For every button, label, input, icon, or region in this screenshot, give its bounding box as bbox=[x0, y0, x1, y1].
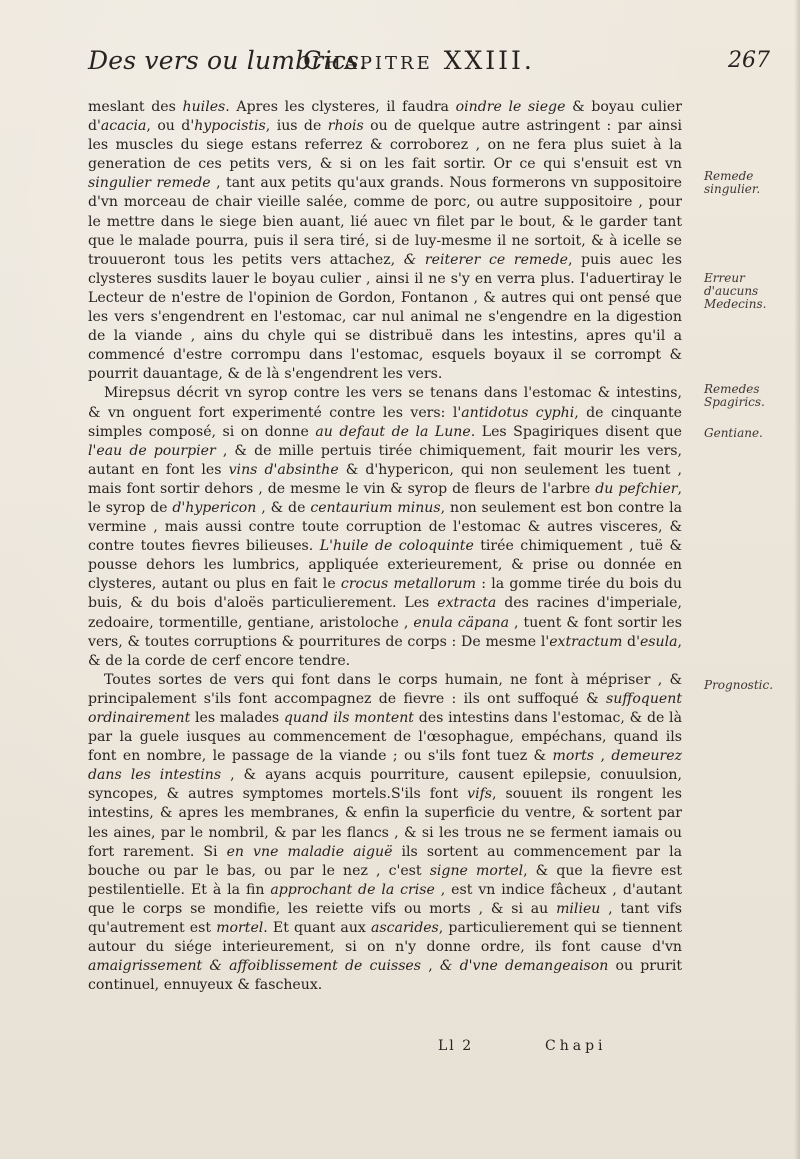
italic-run: milieu bbox=[556, 900, 601, 917]
italic-run: extracta bbox=[437, 595, 497, 612]
italic-run: oindre le siege bbox=[455, 99, 566, 115]
running-head bbox=[88, 40, 770, 80]
text-run: . Et quant aux bbox=[263, 920, 372, 937]
italic-run: approchant de la crise bbox=[270, 881, 435, 898]
italic-run: ascarides bbox=[371, 920, 439, 937]
text-run: , & de la corde de cerf encore tendre. bbox=[88, 633, 683, 669]
text-run: , souuent ils rongent les intestins, & apres les membranes, & enfin la superficie du ventre, & sortent par les aines, par le nombril, & par les flancs , & si les trous ne se ferment iamais ou fort rarement. Si bbox=[88, 786, 682, 860]
italic-run: & d'vne demangeaison bbox=[439, 958, 609, 975]
text-run: ou prurit continuel, ennuyeux & fascheux. bbox=[88, 958, 682, 994]
italic-run: l'eau de pourpier bbox=[88, 442, 216, 459]
text-run: , non seulement est bon contre la vermine , mais aussi contre toute corruption de l'estomac & autres visceres, & contre toutes fievres bilieuses. bbox=[88, 499, 682, 555]
italic-run: centaurium minus bbox=[310, 499, 441, 516]
text-run: & d'hypericon, qui non seulement les tuent , mais font sortir dehors , de mesme le vin & syrop de fleurs de l'arbre bbox=[88, 461, 682, 497]
text-run: , tuent & font sortir les vers, & toutes corruptions & pourritures de corps : De mesme l' bbox=[88, 614, 682, 650]
text-run: Toutes sortes de vers qui font dans le corps humain, ne font à mépriser , & principalement s'ils font accompagnez de fievre : ils ont suffoqué & bbox=[88, 671, 682, 707]
italic-run: singulier remede bbox=[88, 175, 211, 192]
italic-run: demeurez dans les intestins bbox=[88, 748, 682, 784]
page-footer bbox=[0, 1038, 800, 1068]
text-run: meslant des bbox=[88, 99, 183, 115]
text-run: tirée chimiquement , tuë & pousse dehors les lumbrics, appliquée exterieurement, & prise ou donnée en clysteres, autant ou plus en fait le bbox=[88, 538, 682, 593]
italic-run: enula cäpana bbox=[413, 614, 509, 631]
italic-run: au defaut de la Lune bbox=[315, 423, 471, 440]
text-run: , de cinquante simples composé, si on donne bbox=[88, 404, 683, 440]
italic-run: quand ils montent bbox=[283, 710, 414, 726]
italic-run: amaigrissement & affoiblissement de cuisses bbox=[88, 958, 422, 975]
text-run: ils sortent au commencement par la bouche ou par le bas, ou par le nez , c'est bbox=[88, 843, 682, 879]
text-run: , bbox=[421, 958, 440, 975]
text-run: : la gomme tirée du bois du buis, & du bois d'aloës particulierement. Les bbox=[88, 576, 683, 612]
text-run: , tant aux petits qu'aux grands. Nous formerons vn suppositoire d'vn morceau de chair vieille salée, comme de porc, ou autre suppositoire , pour le mettre dans le siege bien auant, lié auec vn filet par le bout, & le garder tant que le malade pourra, puis il sera tiré, si de luy-mesme il ne sortoit, & à icelle se trouueront tous les petits vers attachez, bbox=[88, 175, 682, 268]
page-edge-shadow bbox=[794, 0, 800, 1159]
italic-run: signe mortel bbox=[429, 862, 524, 879]
italic-run: & reiterer ce remede bbox=[403, 251, 568, 268]
text-run: , ius de bbox=[265, 118, 328, 135]
text-run: , ou d' bbox=[146, 118, 195, 135]
italic-run: esula bbox=[639, 633, 678, 650]
text-run: Mirepsus décrit vn syrop contre les vers se tenans dans l'estomac & intestins, & vn onguent fort experimenté contre les vers: l' bbox=[88, 385, 682, 421]
margin-note-gentiane: Gentiane. bbox=[704, 426, 763, 440]
running-head-title: Des vers ou lumbrics. bbox=[88, 46, 368, 75]
text-run: . Les Spagiriques disent que bbox=[470, 423, 682, 440]
text-run: , bbox=[594, 748, 612, 765]
margin-note-erreur-medecins: Erreur d'aucuns Medecins. bbox=[704, 271, 767, 311]
text-run: , & de bbox=[256, 499, 311, 516]
text-run: des intestins dans l'estomac, & de là par la guele iusques au commencement de l'œsophague, empéchans, quand ils font en nombre, le passage de la viande ; ou s'ils font tuez & bbox=[88, 710, 682, 765]
italic-run: huiles bbox=[182, 99, 226, 115]
italic-run: vins d'absinthe bbox=[228, 461, 339, 478]
text-run: les malades bbox=[190, 710, 284, 726]
page-number: 267 bbox=[728, 48, 770, 73]
italic-run: extractum bbox=[549, 633, 623, 650]
margin-note-remedes-spagirics: Remedes Spagirics. bbox=[704, 382, 765, 409]
margin-note-prognostic: Prognostic. bbox=[704, 678, 774, 692]
italic-run: hypocistis bbox=[194, 118, 266, 135]
text-run: d' bbox=[622, 633, 640, 650]
text-run: des racines d'imperiale, zedoaire, tormentille, gentiane, aristoloche , bbox=[88, 595, 682, 631]
paragraph-2 bbox=[88, 384, 682, 670]
text-run: , particulierement qui se tiennent autour du siége interieurement, si on n'y donne ordre, ils font cause d'vn bbox=[88, 920, 682, 956]
italic-run: du pefchier bbox=[595, 480, 678, 497]
text-run: , & ayans acquis pourriture, causent epilepsie, conuulsion, syncopes, & autres symptomes mortels.S'ils font bbox=[88, 767, 682, 803]
italic-run: crocus metallorum bbox=[340, 576, 476, 593]
signature-mark: Ll 2 bbox=[438, 1038, 474, 1054]
italic-run: acacia bbox=[100, 118, 147, 135]
italic-run: mortel bbox=[216, 920, 264, 937]
text-run: , & de mille pertuis tirée chimiquement, fait mourir les vers, autant en font les bbox=[88, 442, 682, 478]
italic-run: antidotus cyphi bbox=[461, 404, 575, 421]
text-run: , tant vifs qu'autrement est bbox=[88, 900, 682, 937]
body-text bbox=[88, 98, 682, 995]
italic-run: morts bbox=[552, 748, 595, 765]
text-run: , & que la fievre est pestilentielle. Et à la fin bbox=[88, 862, 683, 898]
chapter-heading: Chapitre XXIII. bbox=[303, 46, 535, 75]
paragraph-3 bbox=[88, 671, 682, 996]
italic-run: en vne maladie aiguë bbox=[226, 843, 393, 860]
italic-run: suffoquent ordinairement bbox=[88, 690, 682, 726]
paragraph-1 bbox=[88, 98, 682, 384]
text-run: , est vn indice fâcheux , d'autant que le corps se mondifie, les reiette vifs ou morts , & si au bbox=[88, 881, 682, 917]
text-run: . Apres les clysteres, il faudra bbox=[225, 99, 456, 115]
margin-note-remede-singulier: Remede singulier. bbox=[704, 169, 761, 196]
text-run: , puis auec les clysteres susdits lauer le boyau culier , ainsi il ne s'y en verra plus. I'aduertiray le Lecteur de n'estre de l'opinion de Gordon, Fontanon , & autres qui ont pensé que les vers s'engendrent en l'estomac, car nul animal ne s'engendre en la digestion de la viande , ains du chyle qui se distribuë dans les intestins, apres qu'il a commencé d'estre corrompu dans l'estomac, esquels boyaux il se corrompt & pourrit dauantage, & de là s'engendrent les vers. bbox=[88, 251, 683, 383]
catchword: Chapi bbox=[545, 1038, 607, 1054]
italic-run: rhois bbox=[327, 118, 364, 135]
text-run: , le syrop de bbox=[88, 480, 683, 516]
italic-run: L'huile de coloquinte bbox=[319, 538, 474, 555]
italic-run: d'hypericon bbox=[172, 499, 257, 516]
text-run: ou de quelque autre astringent : par ainsi les muscles du siege estans referrez & corroborez , on ne fera plus suiet à la generation de ces petits vers, & si on les fait sortir. Or ce qui s'ensuit est vn bbox=[88, 118, 682, 173]
text-run: & boyau culier d' bbox=[88, 99, 682, 135]
italic-run: vifs bbox=[467, 786, 493, 803]
